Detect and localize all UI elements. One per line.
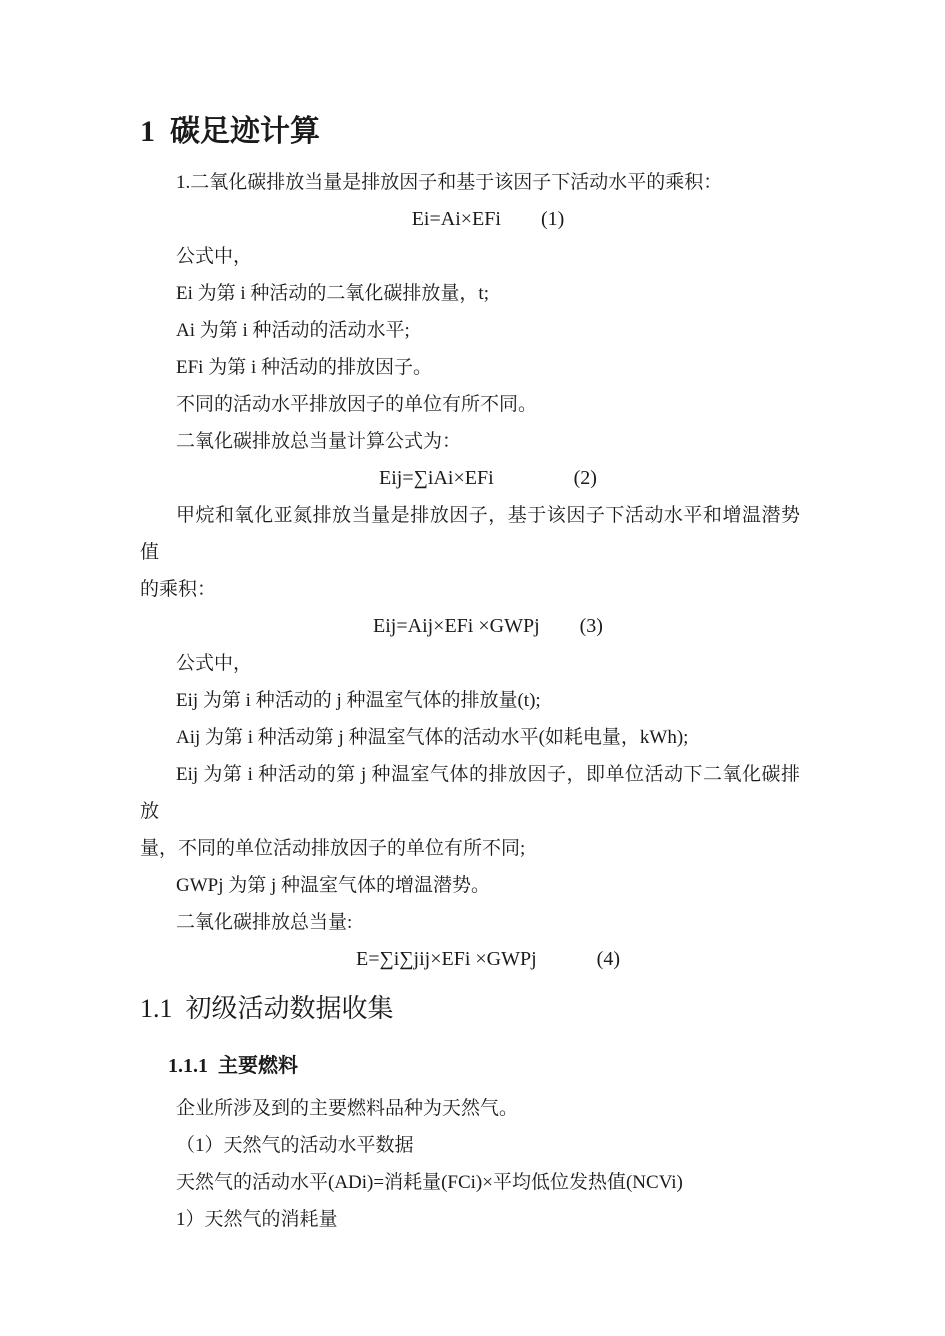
- paragraph-fuel-type: 企业所涉及到的主要燃料品种为天然气。: [176, 1098, 519, 1119]
- paragraph-unit-note: 不同的活动水平排放因子的单位有所不同。: [176, 394, 538, 415]
- paragraph-formula-legend-label-2: 公式中，: [176, 653, 253, 674]
- paragraph-gwpj-definition: GWPj 为第 j 种温室气体的增温潜势。: [176, 875, 491, 896]
- paragraph-eij-definition: Eij 为第 i 种活动的 j 种温室气体的排放量(t);: [176, 690, 541, 711]
- formula-3: Eij=Aij×EFi ×GWPj (3): [373, 615, 603, 637]
- paragraph-formula-legend-label: 公式中，: [176, 246, 253, 267]
- subsection-heading-1-1-1: 1.1.1 主要燃料: [168, 1055, 298, 1077]
- paragraph-eij-factor-definition-line1: Eij 为第 i 种活动的第 j 种温室气体的排放因子，即单位活动下二氧化碳排放: [140, 764, 800, 822]
- formula-1: Ei=Ai×EFi (1): [411, 208, 565, 230]
- paragraph-total-co2-equivalent: 二氧化碳排放总当量:: [176, 912, 353, 933]
- paragraph-gas-activity-formula: 天然气的活动水平(ADi)=消耗量(FCi)×平均低位发热值(NCVi): [176, 1172, 683, 1193]
- formula-2: Eij=∑iAi×EFi (2): [379, 467, 597, 489]
- section-heading-1-1: 1.1 初级活动数据收集: [140, 994, 394, 1023]
- paragraph-ei-definition: Ei 为第 i 种活动的二氧化碳排放量，t;: [176, 283, 489, 304]
- paragraph-co2-equivalent-intro: 1.二氧化碳排放当量是排放因子和基于该因子下活动水平的乘积：: [176, 172, 723, 193]
- paragraph-ch4-n2o-intro-line1: 甲烷和氧化亚氮排放当量是排放因子，基于该因子下活动水平和增温潜势值: [140, 505, 800, 563]
- paragraph-gas-activity-data: （1）天然气的活动水平数据: [176, 1135, 414, 1156]
- paragraph-gas-consumption: 1）天然气的消耗量: [176, 1209, 338, 1230]
- chapter-heading: 1 碳足迹计算: [140, 115, 320, 148]
- paragraph-total-co2-formula-intro: 二氧化碳排放总当量计算公式为：: [176, 431, 462, 452]
- paragraph-ch4-n2o-intro-line2: 的乘积：: [140, 579, 217, 600]
- paragraph-efi-definition: EFi 为第 i 种活动的排放因子。: [176, 357, 432, 378]
- paragraph-eij-factor-definition-line2: 量，不同的单位活动排放因子的单位有所不同;: [140, 838, 526, 859]
- paragraph-aij-definition: Aij 为第 i 种活动第 j 种温室气体的活动水平(如耗电量，kWh);: [176, 727, 689, 748]
- formula-4: E=∑i∑jij×EFi ×GWPj (4): [355, 948, 620, 970]
- paragraph-ai-definition: Ai 为第 i 种活动的活动水平;: [176, 320, 410, 341]
